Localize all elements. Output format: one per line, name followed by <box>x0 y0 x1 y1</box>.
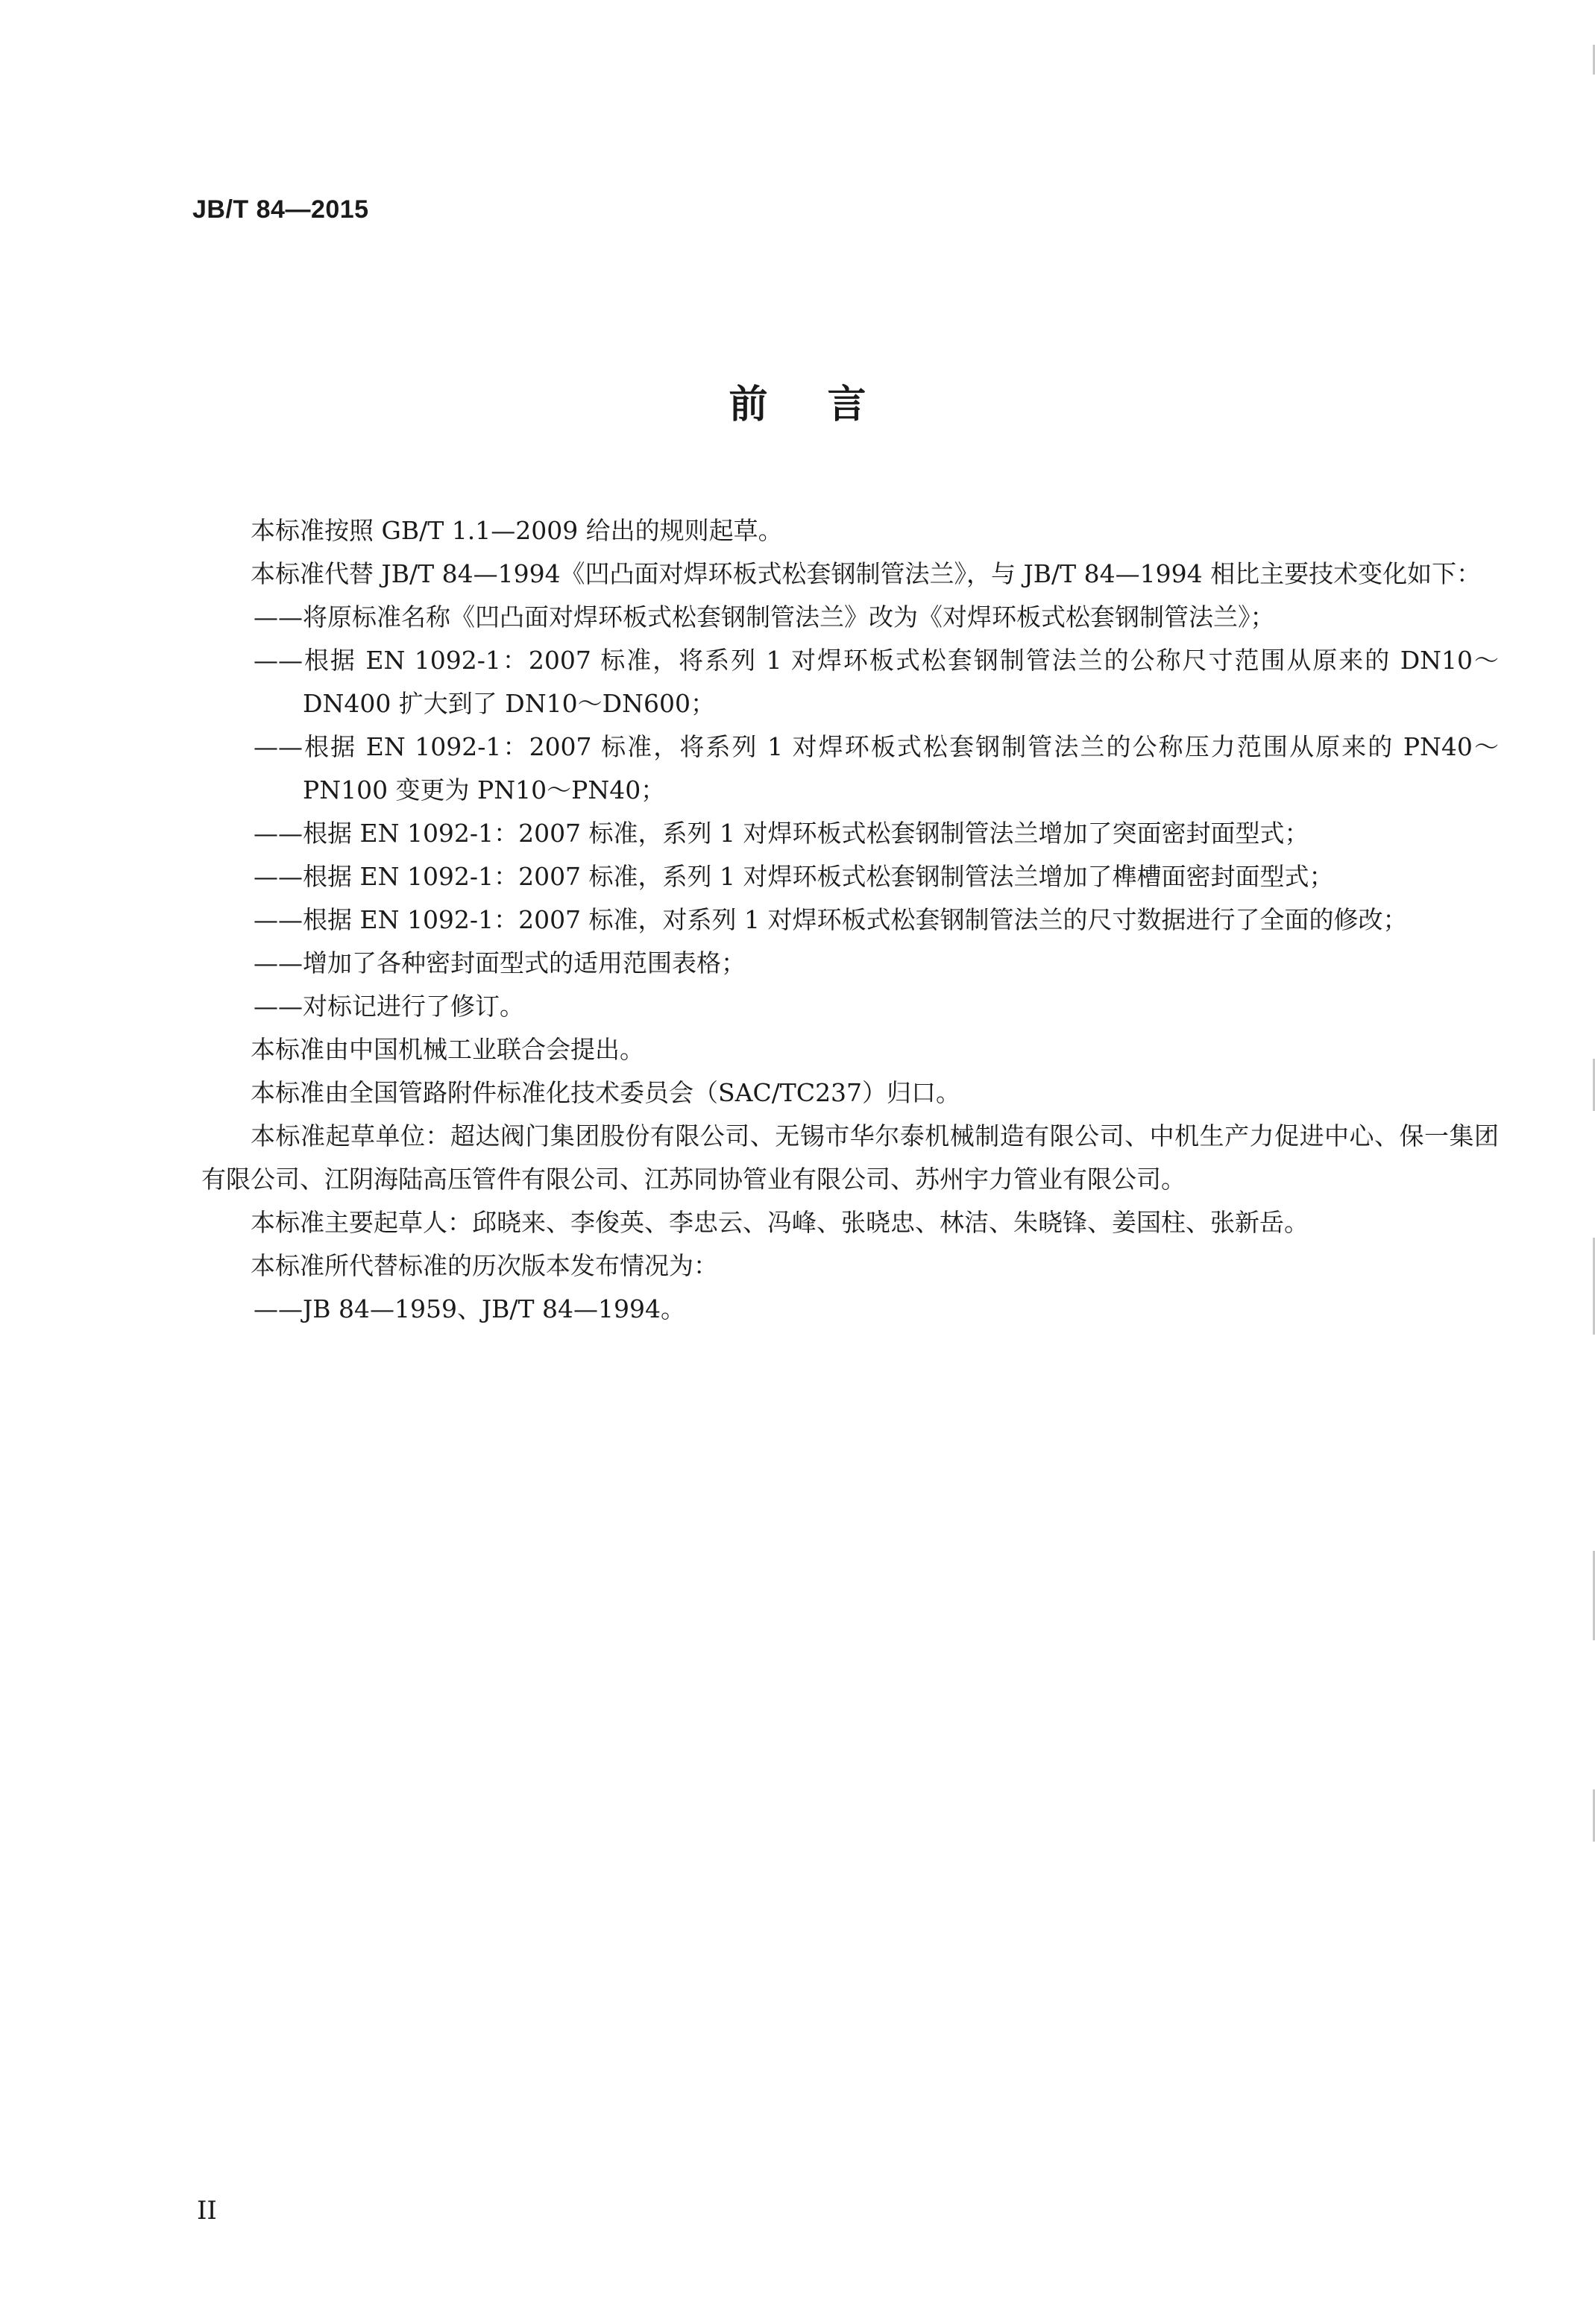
change-list-item: —— 根据 EN 1092-1：2007 标准，系列 1 对焊环板式松套钢制管法兰增加了榫槽面密封面型式； <box>201 855 1499 898</box>
change-list-item: —— 根据 EN 1092-1：2007 标准，将系列 1 对焊环板式松套钢制管法兰的公称压力范围从原来的 PN40～PN100 变更为 PN10～PN40； <box>201 725 1499 812</box>
foreword-body <box>201 509 1499 1331</box>
paragraph: 本标准起草单位：超达阀门集团股份有限公司、无锡市华尔泰机械制造有限公司、中机生产力促进中心、保一集团有限公司、江阴海陆高压管件有限公司、江苏同协管业有限公司、苏州宇力管业有限公司。 <box>201 1121 1499 1194</box>
paragraph: 本标准所代替标准的历次版本发布情况为： <box>251 1251 718 1280</box>
paragraph: 本标准由中国机械工业联合会提出。 <box>251 1035 644 1064</box>
paragraph: 本标准由全国管路附件标准化技术委员会（SAC/TC237）归口。 <box>251 1078 961 1107</box>
page-number: II <box>197 2196 217 2226</box>
paragraph: 本标准代替 JB/T 84—1994《凹凸面对焊环板式松套钢制管法兰》，与 JB/T 84—1994 相比主要技术变化如下： <box>251 559 1482 588</box>
paragraph: 本标准主要起草人：邱晓来、李俊英、李忠云、冯峰、张晓忠、林洁、朱晓锋、姜国柱、张新岳。 <box>251 1208 1309 1237</box>
page-title: 前言 <box>729 382 926 427</box>
standard-number-header: JB/T 84—2015 <box>192 195 369 224</box>
paragraph: 本标准按照 GB/T 1.1—2009 给出的规则起草。 <box>251 516 783 545</box>
change-list-item: —— 增加了各种密封面型式的适用范围表格； <box>201 942 1499 985</box>
change-list-item: —— 根据 EN 1092-1：2007 标准，对系列 1 对焊环板式松套钢制管法兰的尺寸数据进行了全面的修改； <box>201 898 1499 942</box>
change-list-item: —— 将原标准名称《凹凸面对焊环板式松套钢制管法兰》改为《对焊环板式松套钢制管法兰》； <box>201 596 1499 639</box>
change-list-item: —— 根据 EN 1092-1：2007 标准，系列 1 对焊环板式松套钢制管法兰增加了突面密封面型式； <box>201 812 1499 855</box>
history-list-item: —— JB 84—1959、JB/T 84—1994。 <box>201 1288 1499 1331</box>
change-list-item: —— 对标记进行了修订。 <box>201 985 1499 1028</box>
change-list-item: —— 根据 EN 1092-1：2007 标准，将系列 1 对焊环板式松套钢制管法兰的公称尺寸范围从原来的 DN10～DN400 扩大到了 DN10～DN600； <box>201 639 1499 725</box>
